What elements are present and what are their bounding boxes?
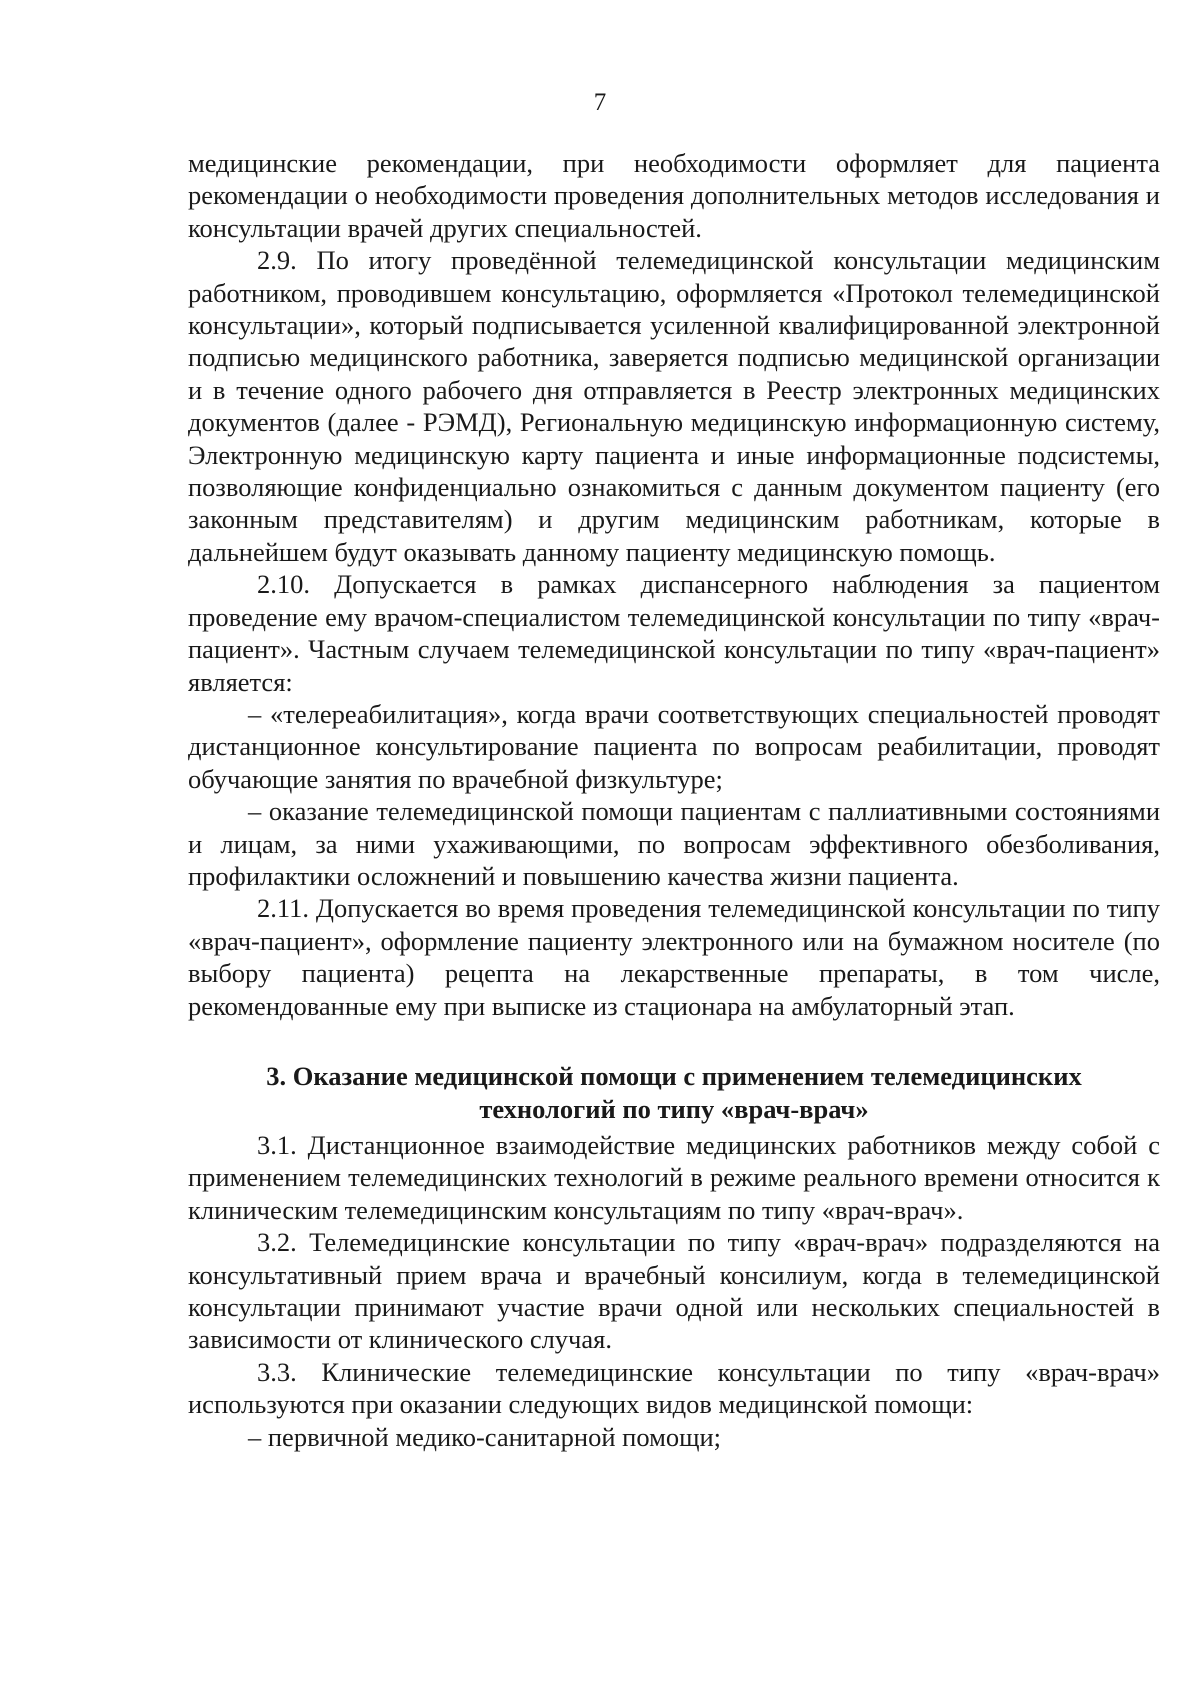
page-number: 7 [593, 89, 607, 116]
paragraph-3-1: 3.1. Дистанционное взаимодействие медицинских работников между собой с применением телемедицинских технологий в режиме реального времени относится к клиническим телемедицинским консультациям по типу «врач-врач». [188, 1129, 1160, 1225]
section-3-heading-line-1: 3. Оказание медицинской помощи с применением телемедицинских [266, 1060, 1082, 1091]
paragraph-3-2: 3.2. Телемедицинские консультации по типу «врач-врач» подразделяются на консультативный прием врача и врачебный консилиум, когда в телемедицинской консультации принимают участие врачи одной или нескольких специальностей в зависимости от клинического случая. [188, 1227, 1160, 1355]
list-item-telerehabilitation: – «телереабилитация», когда врачи соответствующих специальностей проводят дистанционное консультирование пациента по вопросам реабилитации, проводят обучающие занятия по врачебной физкультуре; [188, 698, 1160, 794]
list-item-palliative: – оказание телемедицинской помощи пациентам с паллиативными состояниями и лицам, за ними ухаживающими, по вопросам эффективного обезболивания, профилактики осложнений и повышению качества жизни пациента. [188, 796, 1160, 891]
list-item-primary-care: – первичной медико-санитарной помощи; [248, 1421, 722, 1452]
paragraph-2-11: 2.11. Допускается во время проведения телемедицинской консультации по типу «врач-пациент», оформление пациенту электронного или на бумажном носителе (по выбору пациента) рецепта на лекарственные препараты, в том числе, рекомендованные ему при выписке из стационара на амбулаторный этап. [188, 893, 1160, 1021]
section-3-heading-line-2: технологий по типу «врач-врач» [479, 1093, 869, 1124]
paragraph-3-3: 3.3. Клинические телемедицинские консультации по типу «врач-врач» используются при оказании следующих видов медицинской помощи: [188, 1356, 1160, 1420]
paragraph-continuation: медицинские рекомендации, при необходимости оформляет для пациента рекомендации о необходимости проведения дополнительных методов исследования и консультации врачей других специальностей. [188, 148, 1160, 243]
document-body [188, 147, 1160, 1453]
paragraph-2-10: 2.10. Допускается в рамках диспансерного наблюдения за пациентом проведение ему врачом-специалистом телемедицинской консультации по типу «врач-пациент». Частным случаем телемедицинской консультации по типу «врач-пациент» является: [188, 569, 1160, 697]
paragraph-2-9: 2.9. По итогу проведённой телемедицинской консультации медицинским работником, проводившем консультацию, оформляется «Протокол телемедицинской консультации», который подписывается усиленной квалифицированной электронной подписью медицинского работника, заверяется подписью медицинской организации и в течение одного рабочего дня отправляется в Реестр электронных медицинских документов (далее - РЭМД), Региональную медицинскую информационную систему, Электронную медицинскую карту пациента и иные информационные подсистемы, позволяющие конфиденциально ознакомиться с данным документом пациенту (его законным представителям) и другим медицинским работникам, которые в дальнейшем будут оказывать данному пациенту медицинскую помощь. [188, 245, 1160, 567]
section-3-heading [188, 1060, 1160, 1126]
